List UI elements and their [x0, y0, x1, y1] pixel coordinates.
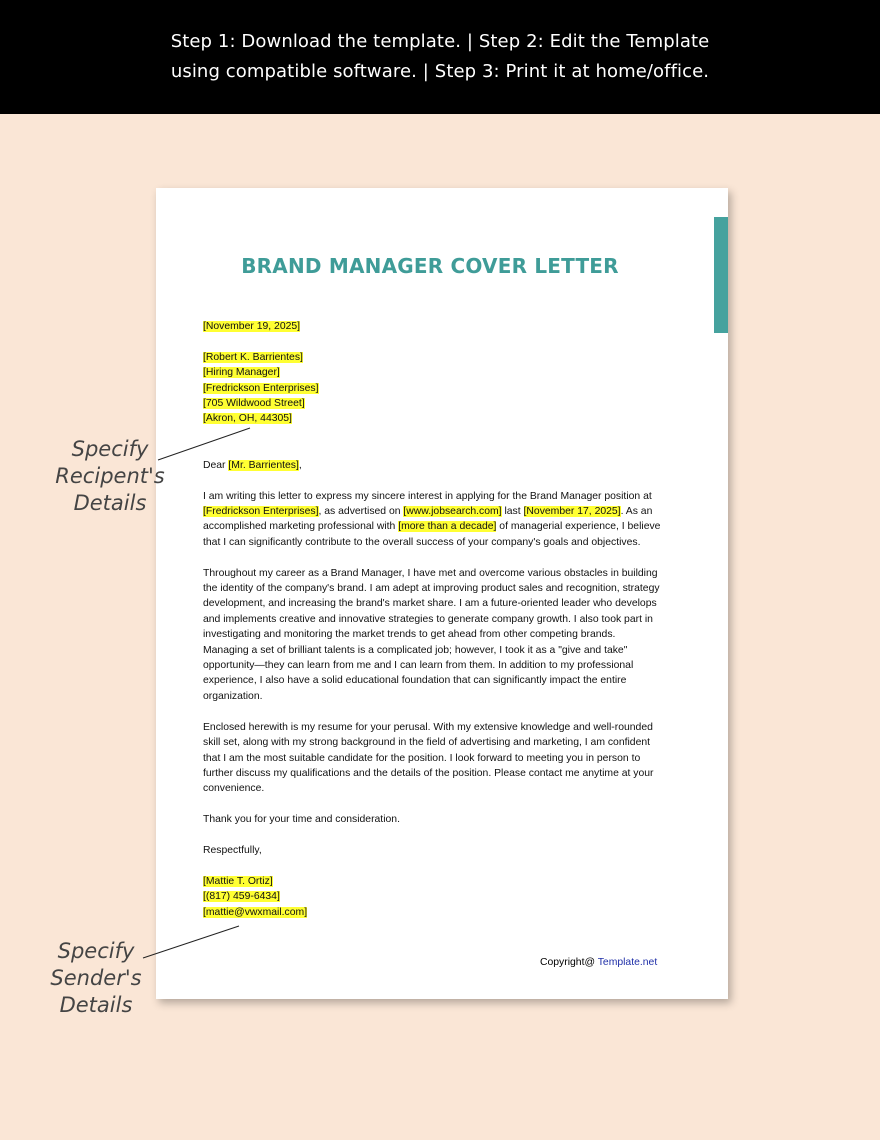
sender-block — [203, 874, 663, 920]
paragraph-intro: I am writing this letter to express my sincere interest in applying for the Brand Manager position at [Fredrickson Enterprises], as advertised on [www.jobsearch.com] last [November 17, 2025]. As an accomplished marketing professional with [more than a decade] of managerial experience, I believe that I can significantly contribute to the overall success of your company's goals and objectives. — [203, 490, 661, 548]
recipient-callout: Specify Recipent's Details — [55, 437, 165, 515]
recipient-block — [203, 350, 663, 427]
letter-date — [203, 319, 663, 334]
document-title: BRAND MANAGER COVER LETTER — [241, 254, 619, 278]
instructions-line-1: Step 1: Download the template. | Step 2: Edit the Template — [170, 31, 710, 52]
template-link[interactable]: Template.net — [597, 957, 658, 968]
recipient-name: [Robert K. Barrientes] — [203, 351, 303, 363]
thanks-line: Thank you for your time and consideration. — [203, 814, 400, 826]
posting-date-field: [November 17, 2025] — [523, 506, 621, 518]
salutation-name: [Mr. Barrientes] — [228, 459, 299, 471]
sender-phone: [(817) 459-6434] — [203, 891, 280, 903]
instructions-banner — [0, 0, 880, 114]
copyright-notice: Copyright@ Template.net — [540, 957, 658, 968]
sender-name: [Mattie T. Ortiz] — [203, 875, 273, 887]
recipient-company: [Fredrickson Enterprises] — [203, 382, 319, 394]
date-field: [November 19, 2025] — [203, 321, 301, 332]
letter-body — [203, 319, 663, 935]
experience-field: [more than a decade] — [398, 521, 497, 533]
recipient-street: [705 Wildwood Street] — [203, 398, 305, 410]
job-site-field: [www.jobsearch.com] — [403, 506, 502, 518]
recipient-position: [Hiring Manager] — [203, 367, 280, 379]
instructions-text — [171, 27, 710, 87]
instructions-line-2: using compatible software. | Step 3: Print it at home/office. — [170, 61, 710, 82]
closing-line: Respectfully, — [203, 844, 262, 856]
company-field: [Fredrickson Enterprises] — [203, 506, 319, 518]
salutation: Dear [Mr. Barrientes], — [203, 459, 302, 471]
paragraph-experience: Throughout my career as a Brand Manager, I have met and overcome various obstacles in building the identity of the company's brand. I am adept at improving product sales and recognition, strategy development, and increasing the brand's market share. I am a future-oriented leader who develops and implements creative and innovative strategies to generate company growth. I also took part in investigating and monitoring the market trends to get ahead from other competing brands. Managing a set of brilliant talents is a complicated job; however, I took it as a "give and take" opportunity—they can learn from me and I can learn from them. In addition to my professional experience, I also have a solid educational foundation that can significantly impact the entire organization. — [203, 567, 660, 702]
recipient-city: [Akron, OH, 44305] — [203, 413, 292, 425]
paragraph-enclosure: Enclosed herewith is my resume for your perusal. With my extensive knowledge and well-rounded skill set, along with my strong background in the field of advertising and marketing, I am confident that I am the most suitable candidate for the position. I look forward to meeting you in person to further discuss my qualifications and the details of the position. Please contact me anytime at your convenience. — [203, 721, 654, 795]
sender-callout: Specify Sender's Details — [50, 939, 142, 1017]
sender-email: [mattie@vwxmail.com] — [203, 906, 308, 918]
